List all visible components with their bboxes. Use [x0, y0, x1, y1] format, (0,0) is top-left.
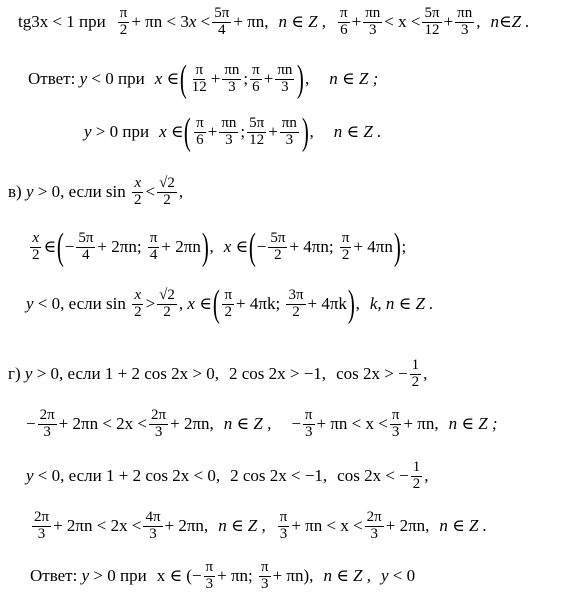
fraction: $\frac{\pi}{6}$ — [340, 5, 348, 38]
line-2-answer: Ответ: y < 0 при x ∈ ( $\frac{\pi}{12}$ + $\frac{\pi n}{3}$ ; $\frac{\pi}{6}$ + $\frac{\pi n}{3}$ ) , n ∈ Z ; — [28, 58, 379, 100]
line-3-answer: y > 0 при x ∈ ( $\frac{\pi}{6}$ + $\frac{\pi n}{3}$ ; $\frac{5\pi}{12}$ + $\frac{\pi n}{3}$ ) , n ∈ Z . — [84, 111, 382, 153]
line-1: tg3x < 1 при $\frac{\pi}{2}$ + πn < 3 x < $\frac{5\pi}{4}$ + πn, n ∈ Z , $\frac{\pi}{6}$ + $\frac{\pi n}{3}$ < x < $\frac{5\pi}{12}$ + $\frac{\pi n}{3}$ , n∈Z . — [18, 5, 530, 38]
fraction: $\frac{\pi n}{3}$ — [457, 5, 473, 38]
line-11-answer: Ответ: y > 0 при x ∈ (− $\frac{\pi}{3}$ + πn; $\frac{\pi}{3}$ + πn), n ∈ Z , y < 0 — [30, 559, 416, 592]
fraction: $\frac{\pi}{2}$ — [119, 5, 128, 38]
tg-condition: tg3x < 1 при — [18, 12, 106, 32]
fraction: $\frac{\pi n}{3}$ — [365, 5, 381, 38]
line-9: y < 0, если 1 + 2 cos 2x < 0, 2 cos 2x < −1, cos 2x < − $\frac{1}{2}$ , — [26, 459, 429, 492]
line-8: − $\frac{2\pi}{3}$ + 2πn < 2x < $\frac{2\pi}{3}$ + 2πn, n ∈ Z , − $\frac{\pi}{3}$ + πn < x < $\frac{\pi}{3}$ + πn, n ∈ Z ; — [26, 407, 498, 440]
line-5: $\frac{x}{2}$ ∈ ( − $\frac{5\pi}{4}$ + 2πn; $\frac{\pi}{4}$ + 2πn ) , x ∈ ( − $\frac{5\pi}{2}$ + 4πn; $\frac{\pi}{2}$ + 4πn ) ; — [32, 226, 407, 268]
line-6: y < 0, если sin $\frac{x}{2}$ > $\frac{√2}{2}$ , x ∈ ( $\frac{\pi}{2}$ + 4πk; $\frac{3\pi}{2}$ + 4πk ) , k, n ∈ Z . — [26, 283, 434, 325]
line-10: $\frac{2\pi}{3}$ + 2πn < 2x < $\frac{4\pi}{3}$ + 2πn, n ∈ Z , $\frac{\pi}{3}$ + πn < x < $\frac{2\pi}{3}$ + 2πn, n ∈ Z . — [34, 509, 487, 542]
line-7-case-g: г) y > 0, если 1 + 2 cos 2x > 0, 2 cos 2x > −1, cos 2x > − $\frac{1}{2}$ , — [8, 357, 428, 390]
line-4-case-v: в) y > 0, если sin $\frac{x}{2}$ < $\frac{√2}{2}$ , — [8, 175, 184, 208]
fraction: $\frac{5\pi}{12}$ — [424, 5, 440, 38]
fraction: $\frac{5\pi}{4}$ — [214, 5, 230, 38]
